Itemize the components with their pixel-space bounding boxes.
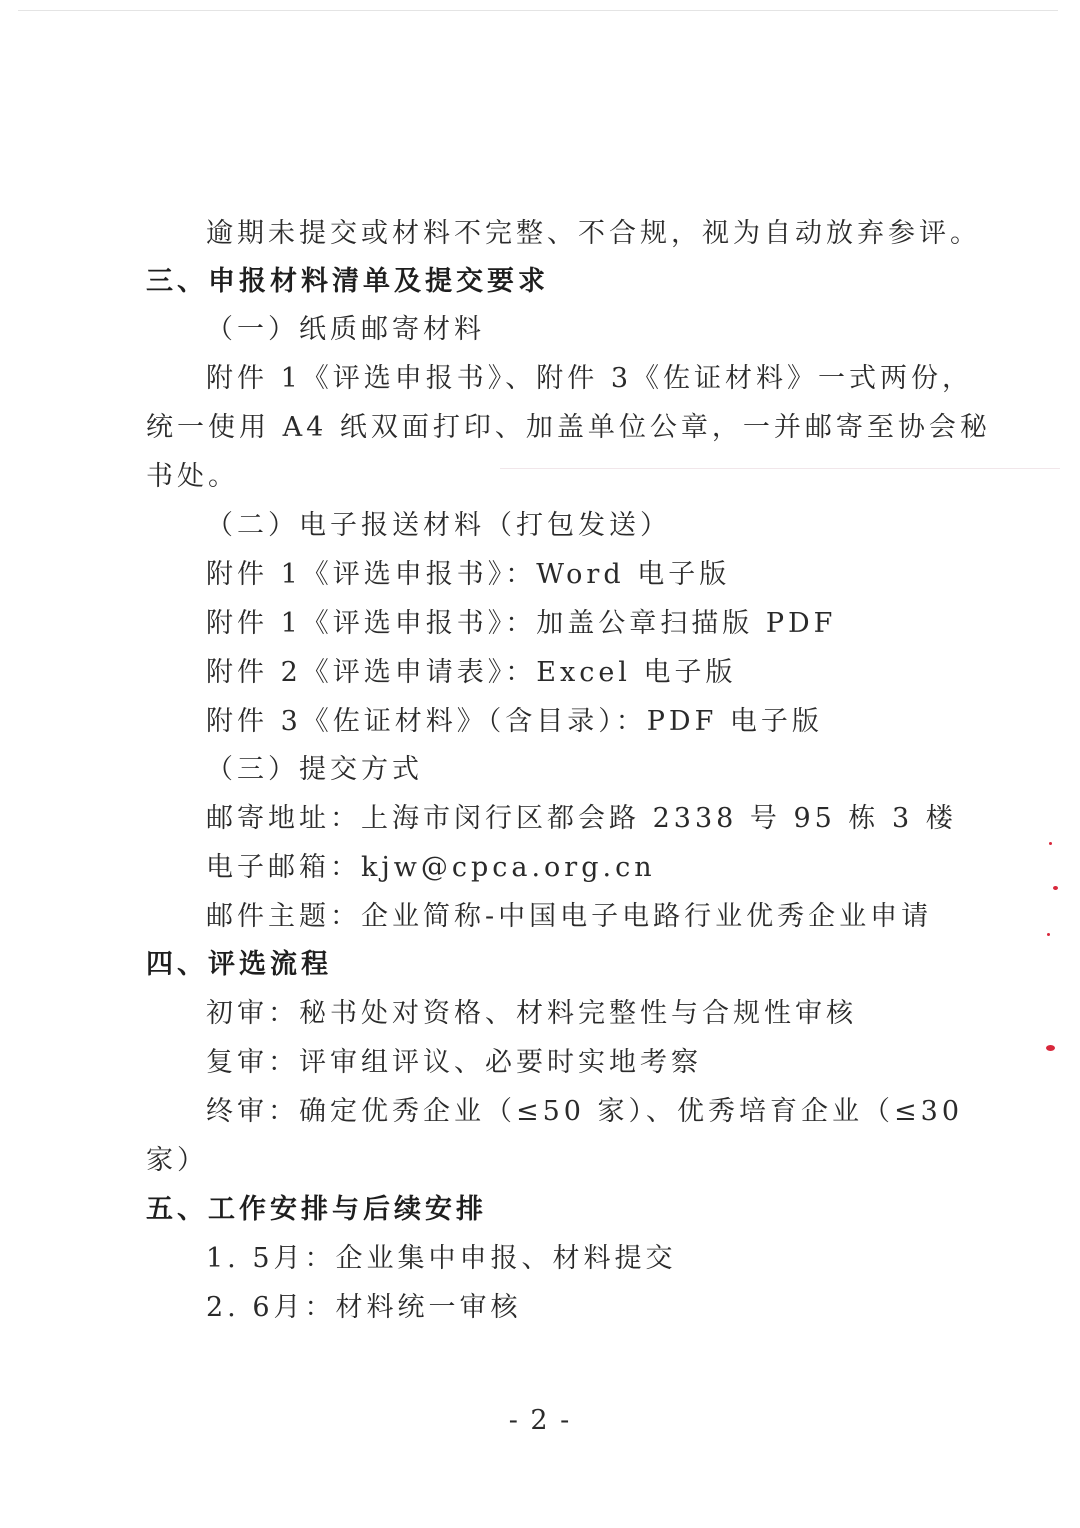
subsection-heading: （一）纸质邮寄材料: [206, 314, 485, 345]
subsection-heading: （三）提交方式: [206, 754, 423, 785]
mailing-address: 邮寄地址：上海市闵行区都会路 2338 号 95 栋 3 楼: [206, 803, 957, 834]
seal-edge-mark: [1047, 933, 1050, 936]
paragraph-line: 附件 1《评选申报书》、附件 3《佐证材料》一式两份，: [206, 363, 974, 394]
seal-edge-mark: [1049, 842, 1052, 845]
list-item: 1. 5月：企业集中申报、材料提交: [206, 1243, 677, 1274]
list-item: 附件 3《佐证材料》（含目录）：PDF 电子版: [206, 706, 823, 737]
subsection-heading: （二）电子报送材料（打包发送）: [206, 510, 671, 541]
seal-edge-mark: [1046, 1045, 1055, 1051]
page-number: - 2 -: [508, 1405, 572, 1436]
scan-artifact-line: [500, 468, 1060, 469]
list-item: 附件 1《评选申报书》：加盖公章扫描版 PDF: [206, 608, 837, 639]
email-subject: 邮件主题：企业简称-中国电子电路行业优秀企业申请: [206, 901, 933, 932]
paragraph-line: 家）: [146, 1145, 208, 1176]
paragraph-line: 书处。: [146, 461, 239, 492]
section-heading-4: 四、评选流程: [146, 949, 332, 980]
list-item: 2. 6月：材料统一审核: [206, 1292, 522, 1323]
list-item: 初审：秘书处对资格、材料完整性与合规性审核: [206, 998, 857, 1029]
seal-edge-mark: [1053, 886, 1058, 890]
scan-edge-line: [18, 10, 1058, 11]
paragraph-line: 逾期未提交或材料不完整、不合规，视为自动放弃参评。: [206, 218, 981, 249]
list-item: 复审：评审组评议、必要时实地考察: [206, 1047, 702, 1078]
paragraph-line: 统一使用 A4 纸双面打印、加盖单位公章，一并邮寄至协会秘: [146, 412, 991, 443]
list-item: 附件 2《评选申请表》：Excel 电子版: [206, 657, 737, 688]
email-address: 电子邮箱：kjw@cpca.org.cn: [206, 852, 656, 883]
list-item: 附件 1《评选申报书》：Word 电子版: [206, 559, 731, 590]
section-heading-5: 五、工作安排与后续安排: [146, 1194, 487, 1225]
list-item: 终审：确定优秀企业（≤50 家）、优秀培育企业（≤30: [206, 1096, 964, 1127]
section-heading-3: 三、申报材料清单及提交要求: [146, 266, 549, 297]
